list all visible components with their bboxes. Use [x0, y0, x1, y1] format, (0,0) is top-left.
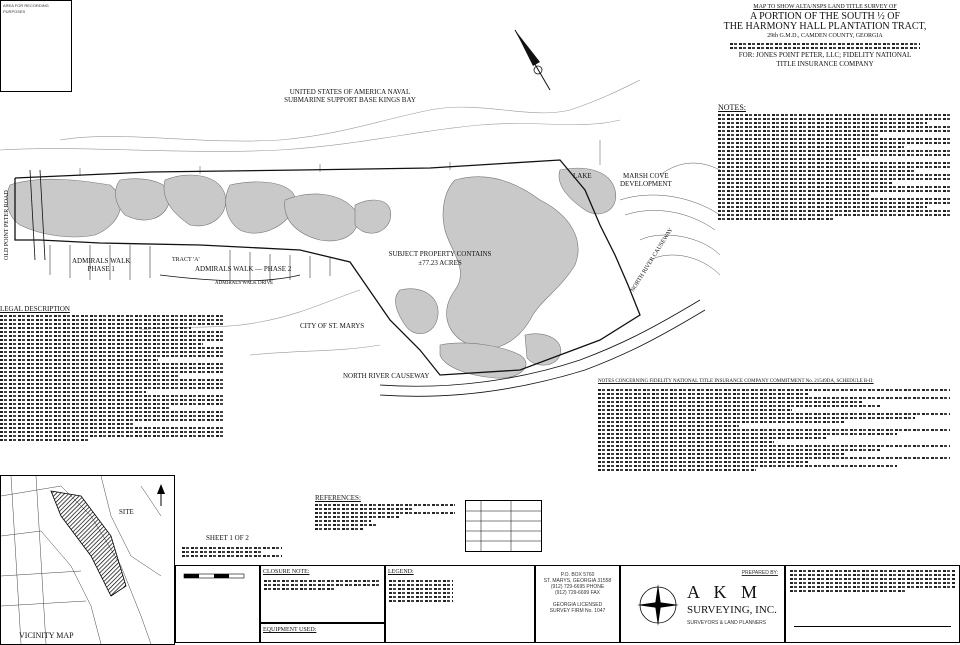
signature-line [794, 626, 951, 627]
certification-box [785, 565, 960, 643]
subject-property-label [385, 250, 495, 268]
legal-description-section [0, 305, 225, 443]
title-line-2: THE HARMONY HALL PLANTATION TRACT, [723, 21, 927, 32]
license-line-1: GEORGIA LICENSED [552, 602, 603, 608]
scale-box [175, 565, 260, 643]
marsh-cove-line-2: DEVELOPMENT [620, 180, 672, 188]
title-map-to-show: MAP TO SHOW ALTA/NSPS LAND TITLE SURVEY OF [753, 4, 897, 10]
subject-property-line-2: ±77.23 ACRES [418, 259, 462, 267]
admirals-walk-1-line-1: ADMIRALS WALK [72, 257, 131, 265]
site-hatch [51, 491, 126, 596]
admirals-walk-1-label [72, 257, 130, 273]
notes-section [718, 104, 950, 222]
address-line-1: P.O. BOX 5760 [560, 572, 595, 578]
legend-box [385, 565, 535, 643]
legal-description-body [0, 315, 225, 441]
legend-body [386, 580, 534, 602]
vicinity-north-arrow-icon [157, 484, 165, 506]
equipment-used-box [260, 623, 385, 643]
title-notes-body [598, 389, 950, 471]
title-line-4: FOR: JONES POINT PETER, LLC; FIDELITY NATIONAL [738, 51, 912, 59]
company-sub: SURVEYING, INC. [687, 604, 777, 616]
sheet-label: SHEET 1 OF 2 [206, 534, 249, 542]
north-river-causeway-right-label: NORTH RIVER CAUSEWAY [630, 227, 675, 294]
naval-base-line-1: UNITED STATES OF AMERICA NAVAL [289, 88, 411, 96]
title-line-1: A PORTION OF THE SOUTH ½ OF [749, 11, 901, 22]
license-line-2: SURVEY FIRM No. 1047 [549, 608, 606, 614]
references-section [315, 494, 455, 532]
admirals-walk-1-line-2: PHASE 1 [87, 265, 115, 273]
notes-heading: NOTES: [718, 103, 746, 112]
line-table-grid [466, 501, 541, 551]
title-notes-section [598, 378, 950, 473]
tract-a-label: TRACT 'A' [172, 257, 200, 263]
address-line-4: (912) 729-6699 FAX [554, 590, 601, 596]
marsh-cove-line-1: MARSH COVE [623, 172, 669, 180]
marsh-cove-streets [600, 140, 720, 275]
closure-note-heading: CLOSURE NOTE: [263, 569, 310, 575]
title-notes-heading: NOTES CONCERNING FIDELITY NATIONAL TITLE INSURANCE COMPANY COMMITMENT No. 21549DA, SCHEDULE B-II: [598, 379, 874, 384]
references-heading: REFERENCES: [315, 494, 361, 502]
site-label: SITE [119, 508, 134, 516]
naval-base-line-2: SUBMARINE SUPPORT BASE KINGS BAY [284, 96, 416, 104]
scale-bar [176, 566, 261, 586]
subject-property-line-1: SUBJECT PROPERTY CONTAINS [388, 250, 492, 258]
closure-note-box [260, 565, 385, 623]
company-tag: SURVEYORS & LAND PLANNERS [687, 620, 767, 626]
prepared-by-label: PREPARED BY: [741, 570, 778, 576]
legal-description-heading: LEGAL DESCRIPTION [0, 305, 70, 313]
vicinity-map-drawing [1, 476, 174, 644]
marsh-cove-label [620, 172, 672, 188]
company-address-box [535, 565, 620, 643]
address-line-3: (912) 729-6695 PHONE [550, 584, 605, 590]
compass-rose-icon [635, 582, 681, 628]
naval-base-label [270, 88, 430, 104]
scale-notes [182, 545, 282, 559]
admirals-walk-2-label: ADMIRALS WALK — PHASE 2 [195, 265, 292, 273]
old-point-peter-road-label: OLD POINT PETER ROAD [4, 190, 10, 260]
title-line-5: TITLE INSURANCE COMPANY [776, 60, 874, 68]
certification-body [786, 566, 959, 596]
admirals-walk-drive-label: ADMIRALS WALK DRIVE [215, 281, 274, 286]
closure-note-body [261, 580, 384, 590]
lake-label: LAKE [573, 172, 592, 180]
legend-heading: LEGEND: [388, 569, 414, 575]
vicinity-map-label: VICINITY MAP [19, 631, 74, 640]
vicinity-map [0, 475, 175, 645]
references-body [315, 504, 455, 530]
company-logo-box [620, 565, 785, 643]
title-line-3: 29th G.M.D., CAMDEN COUNTY, GEORGIA [767, 33, 883, 39]
north-river-causeway-label: NORTH RIVER CAUSEWAY [343, 372, 430, 380]
company-name: A K M [687, 582, 763, 602]
address-line-2: ST. MARYS, GEORGIA 31558 [543, 578, 612, 584]
line-table [465, 500, 542, 552]
notes-body [718, 114, 950, 220]
recording-stamp-label: AREA FOR RECORDING PURPOSES [3, 3, 49, 14]
equipment-used-heading: EQUIPMENT USED: [263, 627, 317, 633]
city-st-marys-label: CITY OF ST. MARYS [300, 322, 365, 330]
north-arrow-icon [515, 30, 550, 90]
